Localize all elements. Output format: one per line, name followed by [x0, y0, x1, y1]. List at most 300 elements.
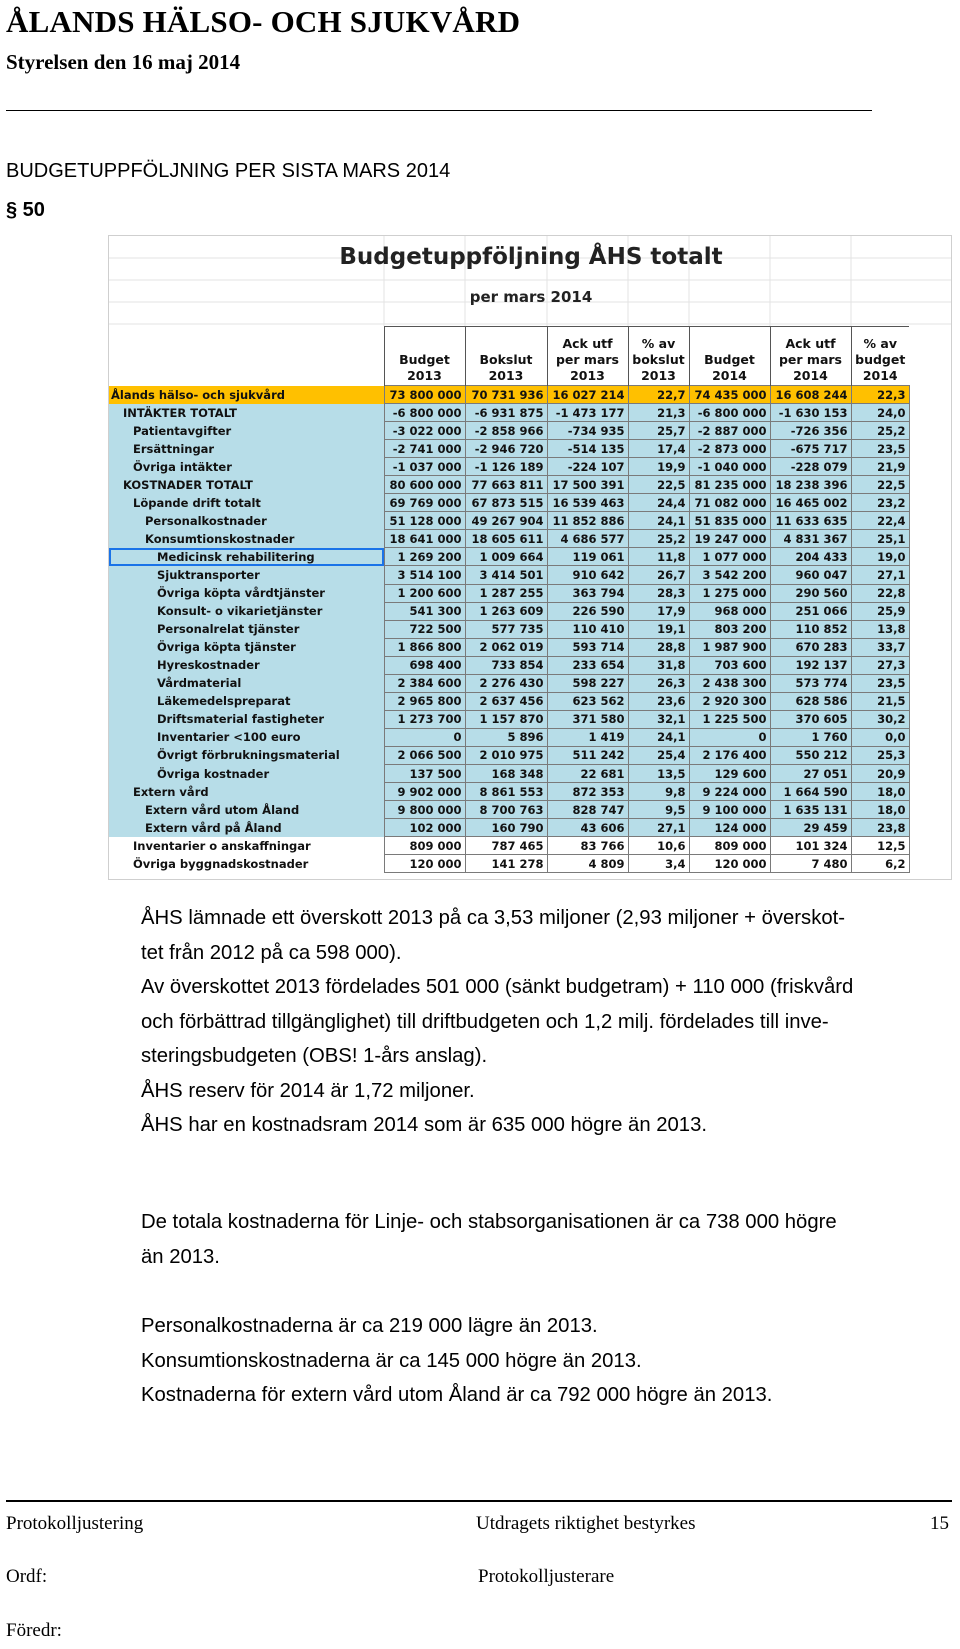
table-row [109, 746, 909, 764]
column-header-line: 2014 [712, 368, 747, 383]
table-cell: 872 353 [547, 783, 628, 801]
table-cell: 370 605 [770, 710, 851, 728]
table-cell: 1 077 000 [689, 548, 770, 566]
table-cell: 168 348 [465, 764, 547, 782]
table-cell: 0,0 [851, 728, 909, 746]
table-cell: 24,0 [851, 404, 909, 422]
table-cell: -2 858 966 [465, 422, 547, 440]
table-cell: 1 157 870 [465, 710, 547, 728]
table-row [109, 728, 909, 746]
table-cell: 9 902 000 [384, 783, 465, 801]
text-line: steringsbudgeten (OBS! 1-års anslag). [141, 1045, 488, 1067]
row-label: Övriga köpta vårdtjänster [109, 584, 384, 602]
table-cell: 1 009 664 [465, 548, 547, 566]
row-label: Övrigt förbrukningsmaterial [109, 746, 384, 764]
table-cell: 25,3 [851, 746, 909, 764]
table-cell: 73 800 000 [384, 386, 465, 404]
table-cell: 192 137 [770, 656, 851, 674]
table-cell: 787 465 [465, 837, 547, 855]
table-cell: 9,8 [628, 783, 689, 801]
row-label: Övriga köpta tjänster [109, 638, 384, 656]
table-cell: 3 514 100 [384, 566, 465, 584]
table-cell: 25,4 [628, 746, 689, 764]
table-cell: 110 852 [770, 620, 851, 638]
table-cell: 8 861 553 [465, 783, 547, 801]
table-cell: 77 663 811 [465, 476, 547, 494]
column-header [851, 327, 909, 386]
table-cell: 124 000 [689, 819, 770, 837]
table-cell: 2 965 800 [384, 692, 465, 710]
table-cell: 80 600 000 [384, 476, 465, 494]
row-label: Personalkostnader [109, 512, 384, 530]
row-label: Löpande drift totalt [109, 494, 384, 512]
table-cell: 71 082 000 [689, 494, 770, 512]
table-row [109, 422, 909, 440]
table-cell: 371 580 [547, 710, 628, 728]
text-line: Personalkostnaderna är ca 219 000 lägre än 2013. [141, 1315, 598, 1337]
table-cell: -675 717 [770, 440, 851, 458]
section-title: BUDGETUPPFÖLJNING PER SISTA MARS 2014 [6, 160, 451, 182]
table-cell: 233 654 [547, 656, 628, 674]
table-cell: 2 920 300 [689, 692, 770, 710]
table-cell: 2 637 456 [465, 692, 547, 710]
table-cell: 23,8 [851, 819, 909, 837]
table-cell: 803 200 [689, 620, 770, 638]
table-cell: 1 987 900 [689, 638, 770, 656]
table-cell: 11 852 886 [547, 512, 628, 530]
table-cell: 598 227 [547, 674, 628, 692]
table-cell: -6 800 000 [384, 404, 465, 422]
table-cell: 22,8 [851, 584, 909, 602]
table-cell: 102 000 [384, 819, 465, 837]
table-row [109, 764, 909, 782]
column-header [465, 327, 547, 386]
table-cell: -2 946 720 [465, 440, 547, 458]
table-cell: 9 100 000 [689, 801, 770, 819]
column-header-line: 2013 [488, 368, 524, 383]
table-cell: 141 278 [465, 855, 547, 873]
table-cell: -6 931 875 [465, 404, 547, 422]
table-row [109, 602, 909, 620]
table-cell: 550 212 [770, 746, 851, 764]
row-label: Sjuktransporter [109, 566, 384, 584]
table-cell: 828 747 [547, 801, 628, 819]
table-cell: 1 263 609 [465, 602, 547, 620]
table-row [109, 512, 909, 530]
text-line: Av överskottet 2013 fördelades 501 000 (sänkt budgetram) + 110 000 (friskvård [141, 976, 854, 998]
table-cell: 101 324 [770, 837, 851, 855]
column-header-line: 2014 [862, 368, 898, 383]
table-row [109, 710, 909, 728]
table-cell: 24,4 [628, 494, 689, 512]
table-cell: 0 [384, 728, 465, 746]
table-row [109, 566, 909, 584]
row-label: Hyreskostnader [109, 656, 384, 674]
table-cell: 33,7 [851, 638, 909, 656]
table-cell: 24,1 [628, 728, 689, 746]
table-cell: 722 500 [384, 620, 465, 638]
text-line: än 2013. [141, 1245, 220, 1268]
table-cell: 22 681 [547, 764, 628, 782]
table-row [109, 656, 909, 674]
column-header [547, 327, 628, 386]
row-label: Vårdmaterial [109, 674, 384, 692]
table-cell: 1 200 600 [384, 584, 465, 602]
table-cell: 28,3 [628, 584, 689, 602]
table-cell: 18,0 [851, 801, 909, 819]
footer-ordf: Ordf: [6, 1566, 48, 1587]
table-cell: 26,3 [628, 674, 689, 692]
column-header-line: 2014 [793, 368, 828, 383]
table-row [109, 440, 909, 458]
column-header-line: Budget [399, 352, 450, 367]
table-cell: 30,2 [851, 710, 909, 728]
table-cell: 28,8 [628, 638, 689, 656]
row-label: Läkemedelspreparat [109, 692, 384, 710]
table-row [109, 620, 909, 638]
table-cell: 18 605 611 [465, 530, 547, 548]
table-cell: 19,0 [851, 548, 909, 566]
column-header-line: 2013 [407, 368, 442, 383]
table-cell: 22,3 [851, 386, 909, 404]
table-cell: 119 061 [547, 548, 628, 566]
table-cell: 4 809 [547, 855, 628, 873]
table-cell: 23,5 [851, 674, 909, 692]
table-cell: 573 774 [770, 674, 851, 692]
table-cell: 110 410 [547, 620, 628, 638]
table-cell: 204 433 [770, 548, 851, 566]
table-cell: -2 887 000 [689, 422, 770, 440]
document-org-title: ÅLANDS HÄLSO- OCH SJUKVÅRD [6, 4, 521, 39]
table-row [109, 530, 909, 548]
table-cell: 733 854 [465, 656, 547, 674]
table-cell: 1 225 500 [689, 710, 770, 728]
text-line: ÅHS reserv för 2014 är 1,72 miljoner. [141, 1079, 475, 1102]
table-cell: 12,5 [851, 837, 909, 855]
table-cell: 4 686 577 [547, 530, 628, 548]
table-cell: -1 630 153 [770, 404, 851, 422]
table-row [109, 692, 909, 710]
budget-table [109, 326, 910, 873]
table-cell: -6 800 000 [689, 404, 770, 422]
table-cell: -2 741 000 [384, 440, 465, 458]
table-cell: 9,5 [628, 801, 689, 819]
table-cell: 17,4 [628, 440, 689, 458]
column-header-line: Bokslut [479, 352, 533, 367]
table-cell: 910 642 [547, 566, 628, 584]
table-cell: 129 600 [689, 764, 770, 782]
table-cell: 9 800 000 [384, 801, 465, 819]
table-cell: 51 128 000 [384, 512, 465, 530]
column-header [770, 327, 851, 386]
row-label: Extern vård [109, 783, 384, 801]
row-label: Personalrelat tjänster [109, 620, 384, 638]
table-cell: 2 066 500 [384, 746, 465, 764]
table-row [109, 638, 909, 656]
table-cell: 2 438 300 [689, 674, 770, 692]
column-header-line: per mars [555, 352, 619, 367]
column-header-line: Ack utf [562, 336, 613, 351]
table-cell: 1 635 131 [770, 801, 851, 819]
table-cell: 290 560 [770, 584, 851, 602]
text-line: Kostnaderna för extern vård utom Åland är ca 792 000 högre än 2013. [141, 1384, 773, 1406]
text-line: ÅHS lämnade ett överskott 2013 på ca 3,53 miljoner (2,93 miljoner + överskot- [141, 907, 846, 929]
page-number: 15 [930, 1513, 949, 1534]
row-label-header [109, 327, 384, 386]
table-cell: 25,1 [851, 530, 909, 548]
table-cell: 26,7 [628, 566, 689, 584]
table-cell: 577 735 [465, 620, 547, 638]
table-cell: 16 608 244 [770, 386, 851, 404]
paragraph-number: § 50 [6, 199, 45, 221]
row-label: Övriga intäkter [109, 458, 384, 476]
table-cell: 9 224 000 [689, 783, 770, 801]
table-cell: 43 606 [547, 819, 628, 837]
table-cell: 670 283 [770, 638, 851, 656]
summary-paragraph-1 [141, 901, 853, 1143]
table-cell: 20,9 [851, 764, 909, 782]
table-cell: 27,3 [851, 656, 909, 674]
table-cell: 251 066 [770, 602, 851, 620]
table-cell: 25,2 [851, 422, 909, 440]
table-cell: 18,0 [851, 783, 909, 801]
table-row [109, 837, 909, 855]
table-cell: 4 831 367 [770, 530, 851, 548]
table-cell: 23,5 [851, 440, 909, 458]
table-cell: 69 769 000 [384, 494, 465, 512]
column-header [689, 327, 770, 386]
table-cell: 6,2 [851, 855, 909, 873]
table-cell: 11 633 635 [770, 512, 851, 530]
row-label: Patientavgifter [109, 422, 384, 440]
table-row [109, 386, 909, 404]
row-label: INTÄKTER TOTALT [109, 404, 384, 422]
table-cell: -734 935 [547, 422, 628, 440]
table-cell: -2 873 000 [689, 440, 770, 458]
row-label: Övriga kostnader [109, 764, 384, 782]
row-label: Driftsmaterial fastigheter [109, 710, 384, 728]
table-cell: 2 384 600 [384, 674, 465, 692]
table-cell: 25,7 [628, 422, 689, 440]
table-cell: 703 600 [689, 656, 770, 674]
table-cell: 19,1 [628, 620, 689, 638]
table-cell: 18 641 000 [384, 530, 465, 548]
table-cell: 13,8 [851, 620, 909, 638]
table-cell: 27,1 [628, 819, 689, 837]
table-cell: -726 356 [770, 422, 851, 440]
table-cell: 21,3 [628, 404, 689, 422]
footer-protokolljusterare: Protokolljusterare [478, 1566, 615, 1587]
row-label: Övriga byggnadskostnader [109, 855, 384, 873]
table-cell: 1 269 200 [384, 548, 465, 566]
table-row [109, 476, 909, 494]
text-line: ÅHS har en kostnadsram 2014 som är 635 000 högre än 2013. [141, 1114, 707, 1136]
table-cell: 27 051 [770, 764, 851, 782]
table-cell: 16 465 002 [770, 494, 851, 512]
table-cell: 2 276 430 [465, 674, 547, 692]
table-cell: 1 664 590 [770, 783, 851, 801]
text-line: Konsumtionskostnaderna är ca 145 000 högre än 2013. [141, 1349, 642, 1372]
table-row [109, 458, 909, 476]
summary-paragraph-3 [141, 1309, 772, 1413]
table-cell: 226 590 [547, 602, 628, 620]
table-cell: -1 473 177 [547, 404, 628, 422]
table-cell: 22,7 [628, 386, 689, 404]
column-header-line: Budget [704, 352, 755, 367]
table-row [109, 494, 909, 512]
table-cell: 83 766 [547, 837, 628, 855]
table-cell: 25,2 [628, 530, 689, 548]
row-label: Inventarier <100 euro [109, 728, 384, 746]
table-cell: 623 562 [547, 692, 628, 710]
table-row [109, 801, 909, 819]
table-cell: 21,5 [851, 692, 909, 710]
table-cell: 541 300 [384, 602, 465, 620]
table-cell: 628 586 [770, 692, 851, 710]
table-cell: 10,6 [628, 837, 689, 855]
text-line: tet från 2012 på ca 598 000). [141, 941, 402, 964]
footer-certification: Utdragets riktighet bestyrkes [476, 1513, 696, 1534]
column-header-line: % av [863, 336, 897, 351]
table-cell: -3 022 000 [384, 422, 465, 440]
table-cell: 2 062 019 [465, 638, 547, 656]
row-label: Extern vård på Åland [109, 819, 384, 837]
table-cell: 1 760 [770, 728, 851, 746]
table-cell: 593 714 [547, 638, 628, 656]
table-cell: -1 126 189 [465, 458, 547, 476]
table-cell: -1 037 000 [384, 458, 465, 476]
column-header-line: % av [641, 336, 676, 351]
table-row [109, 855, 909, 873]
table-cell: 16 539 463 [547, 494, 628, 512]
table-cell: 968 000 [689, 602, 770, 620]
table-cell: 17,9 [628, 602, 689, 620]
table-cell: 2 010 975 [465, 746, 547, 764]
table-cell: 511 242 [547, 746, 628, 764]
footer-foredr: Föredr: [6, 1620, 62, 1641]
table-cell: 3 414 501 [465, 566, 547, 584]
table-cell: 32,1 [628, 710, 689, 728]
table-cell: 24,1 [628, 512, 689, 530]
column-header-line: per mars [778, 352, 842, 367]
column-header-line: budget [855, 352, 906, 367]
table-cell: 809 000 [689, 837, 770, 855]
table-cell: 19,9 [628, 458, 689, 476]
table-cell: 70 731 936 [465, 386, 547, 404]
row-label: Konsumtionskostnader [109, 530, 384, 548]
table-cell: 1 419 [547, 728, 628, 746]
table-cell: -1 040 000 [689, 458, 770, 476]
row-label: Inventarier o anskaffningar [109, 837, 384, 855]
table-cell: 27,1 [851, 566, 909, 584]
column-header [628, 327, 689, 386]
table-row [109, 674, 909, 692]
table-cell: 960 047 [770, 566, 851, 584]
table-cell: 137 500 [384, 764, 465, 782]
table-cell: 13,5 [628, 764, 689, 782]
table-cell: 81 235 000 [689, 476, 770, 494]
table-cell: 698 400 [384, 656, 465, 674]
row-label: Extern vård utom Åland [109, 801, 384, 819]
table-row [109, 404, 909, 422]
table-cell: 7 480 [770, 855, 851, 873]
table-cell: -224 107 [547, 458, 628, 476]
table-cell: 16 027 214 [547, 386, 628, 404]
table-cell: 49 267 904 [465, 512, 547, 530]
column-header-line: 2013 [641, 368, 676, 383]
table-row [109, 783, 909, 801]
table-cell: -228 079 [770, 458, 851, 476]
table-body [109, 386, 909, 873]
table-cell: 120 000 [384, 855, 465, 873]
table-cell: 21,9 [851, 458, 909, 476]
text-line: och förbättrad tillgänglighet) till driftbudgeten och 1,2 milj. fördelades till inve- [141, 1010, 829, 1033]
row-label: Ersättningar [109, 440, 384, 458]
table-cell: 22,4 [851, 512, 909, 530]
table-cell: -514 135 [547, 440, 628, 458]
table-cell: 2 176 400 [689, 746, 770, 764]
table-cell: 31,8 [628, 656, 689, 674]
table-cell: 67 873 515 [465, 494, 547, 512]
table-cell: 23,6 [628, 692, 689, 710]
table-cell: 8 700 763 [465, 801, 547, 819]
column-header-line: 2013 [570, 368, 605, 383]
table-cell: 22,5 [851, 476, 909, 494]
table-cell: 1 273 700 [384, 710, 465, 728]
table-cell: 120 000 [689, 855, 770, 873]
table-cell: 0 [689, 728, 770, 746]
sheet-title: Budgetuppföljning ÅHS totalt [339, 244, 723, 270]
budget-spreadsheet-image [108, 235, 952, 880]
table-cell: 17 500 391 [547, 476, 628, 494]
table-cell: 25,9 [851, 602, 909, 620]
table-cell: 74 435 000 [689, 386, 770, 404]
table-cell: 19 247 000 [689, 530, 770, 548]
row-label: Medicinsk rehabilitering [109, 548, 384, 566]
table-cell: 18 238 396 [770, 476, 851, 494]
table-row [109, 584, 909, 602]
table-row [109, 548, 909, 566]
column-header-line: bokslut [632, 352, 685, 367]
header-divider [6, 110, 872, 111]
row-label: KOSTNADER TOTALT [109, 476, 384, 494]
table-cell: 5 896 [465, 728, 547, 746]
table-cell: 160 790 [465, 819, 547, 837]
table-cell: 22,5 [628, 476, 689, 494]
column-header-line: Ack utf [785, 336, 836, 351]
table-cell: 51 835 000 [689, 512, 770, 530]
footer-protokolljustering: Protokolljustering [6, 1513, 144, 1534]
meeting-date: Styrelsen den 16 maj 2014 [6, 50, 241, 74]
table-cell: 1 866 800 [384, 638, 465, 656]
table-cell: 3 542 200 [689, 566, 770, 584]
summary-paragraph-2 [141, 1205, 837, 1274]
table-cell: 1 287 255 [465, 584, 547, 602]
column-header [384, 327, 465, 386]
footer-divider [6, 1500, 952, 1502]
sheet-subtitle: per mars 2014 [469, 288, 593, 306]
table-cell: 29 459 [770, 819, 851, 837]
row-label: Konsult- o vikarietjänster [109, 602, 384, 620]
table-cell: 1 275 000 [689, 584, 770, 602]
text-line: De totala kostnaderna för Linje- och stabsorganisationen är ca 738 000 högre [141, 1211, 837, 1233]
table-header-row [109, 327, 909, 386]
row-label: Ålands hälso- och sjukvård [109, 386, 384, 404]
table-cell: 363 794 [547, 584, 628, 602]
table-cell: 3,4 [628, 855, 689, 873]
table-cell: 11,8 [628, 548, 689, 566]
table-row [109, 819, 909, 837]
